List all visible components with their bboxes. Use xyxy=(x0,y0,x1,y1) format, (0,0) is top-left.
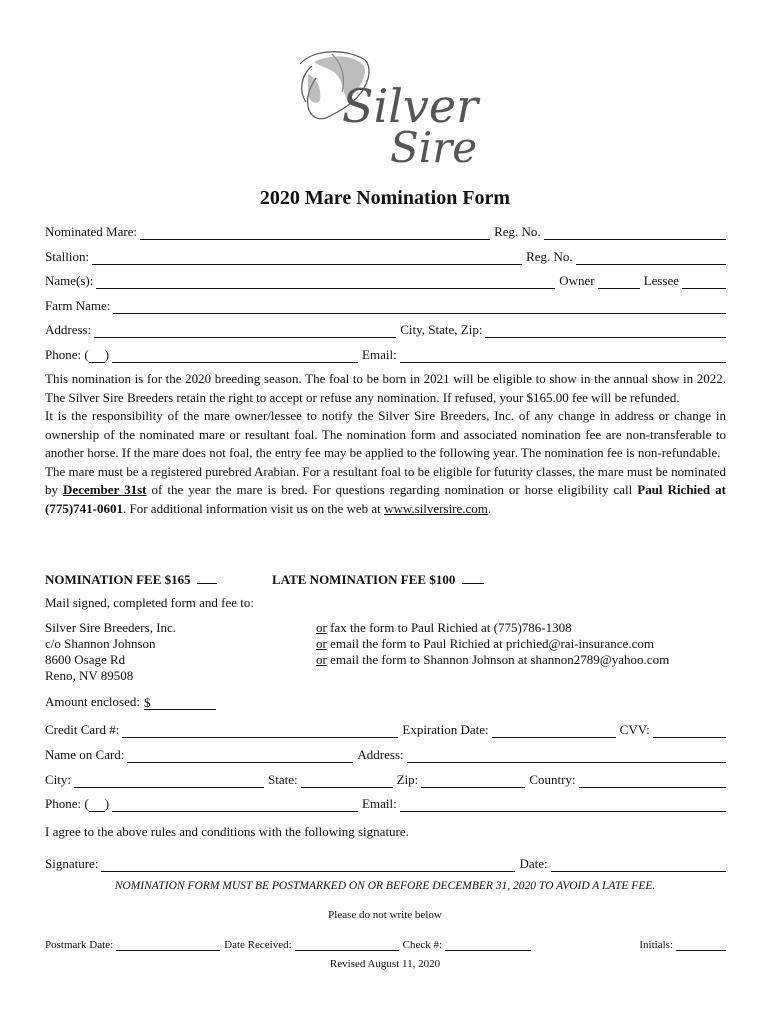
terms-paragraph-3 xyxy=(45,463,726,519)
website-link[interactable]: www.silversire.com xyxy=(384,500,488,516)
office-use-note: Please do not write below xyxy=(328,909,442,921)
card-area-code-field[interactable] xyxy=(89,797,105,812)
card-phone-close: ) xyxy=(104,796,110,811)
alternative-email-1 xyxy=(316,636,669,652)
or-label: or xyxy=(316,652,327,667)
alternative-text: email the form to Shannon Johnson at shannon2789@yahoo.com xyxy=(330,652,670,667)
farm-name-label: Farm Name: xyxy=(45,298,111,313)
nomination-fee-checkbox[interactable] xyxy=(197,569,217,584)
cvv-label: CVV: xyxy=(619,722,650,737)
phone-close-paren: ) xyxy=(104,347,110,362)
late-fee-checkbox[interactable] xyxy=(462,569,484,584)
terms-paragraph-1: This nomination is for the 2020 breeding season. The foal to be born in 2021 will be eligible to show in the annual show in 2022. The Silver Sire Breeders retain the right to accept or refuse any nomination. If refused, your $165.00 fee will be refunded. xyxy=(45,371,726,405)
nomination-fee xyxy=(45,569,221,588)
email-field[interactable] xyxy=(400,348,726,363)
state-field[interactable] xyxy=(301,773,393,788)
address-label: Address: xyxy=(45,322,92,337)
mare-reg-no-label: Reg. No. xyxy=(494,224,541,239)
revision-date: Revised August 11, 2020 xyxy=(329,958,441,970)
card-name-field[interactable] xyxy=(127,748,353,763)
lessee-field[interactable] xyxy=(682,274,726,289)
zip-field[interactable] xyxy=(421,773,525,788)
card-phone-field[interactable] xyxy=(112,797,358,812)
p3-text-b: of the year the mare is bred. For questions regarding nomination or horse eligibility call xyxy=(146,482,638,497)
nominated-mare-row xyxy=(45,222,726,240)
mare-reg-no-field[interactable] xyxy=(544,225,726,240)
stallion-row xyxy=(45,247,726,265)
card-phone-row xyxy=(45,794,726,812)
names-row xyxy=(45,271,726,289)
postmark-date-field[interactable] xyxy=(116,936,220,951)
terms-paragraph-2: It is the responsibility of the mare owner/lessee to notify the Silver Sire Breeders, Inc. of any change in address or change in ownership of the nominated mare or resultant foal. The nomination form and associated nomination fee are non-transferable to another horse. If the mare does not foal, the entry fee may be applied to the following year. The nomination fee is non-refundable. xyxy=(45,408,726,460)
contact-text: Paul Richied at (775)741-0601 xyxy=(45,482,727,516)
nominated-mare-field[interactable] xyxy=(140,225,490,240)
stallion-reg-no-label: Reg. No. xyxy=(526,249,573,264)
address-field[interactable] xyxy=(94,323,396,338)
card-address-field[interactable] xyxy=(407,748,726,763)
email-label: Email: xyxy=(362,347,397,362)
zip-label: Zip: xyxy=(396,772,419,787)
p3-text-a: The mare must be a registered purebred Arabian. For a resultant foal to be eligible for futurity classes, the mare must be nominated by xyxy=(45,463,726,497)
country-field[interactable] xyxy=(579,773,726,788)
p3-text-d: . xyxy=(487,500,492,516)
address-line: c/o Shannon Johnson xyxy=(45,636,156,651)
alternative-fax xyxy=(316,620,669,636)
names-field[interactable] xyxy=(96,274,555,289)
dollar-sign: $ xyxy=(143,695,151,710)
owner-field[interactable] xyxy=(598,274,640,289)
alternative-text: email the form to Paul Richied at prichied@rai-insurance.com xyxy=(330,636,654,651)
stallion-reg-no-field[interactable] xyxy=(576,250,726,265)
owner-label: Owner xyxy=(559,273,595,288)
p3-text-c: . For additional information visit us on the web at xyxy=(123,500,385,516)
card-city-row xyxy=(45,770,726,788)
city-field[interactable] xyxy=(74,773,264,788)
credit-card-row xyxy=(45,720,726,738)
area-code-field[interactable] xyxy=(89,348,105,363)
office-use-row xyxy=(45,933,726,951)
postmark-date-label: Postmark Date: xyxy=(45,939,114,951)
phone-field[interactable] xyxy=(112,348,358,363)
logo-word-sire: Sire xyxy=(390,123,478,172)
date-received-label: Date Received: xyxy=(224,939,292,951)
signature-field[interactable] xyxy=(101,857,515,872)
country-label: Country: xyxy=(529,772,576,787)
lessee-label: Lessee xyxy=(643,273,679,288)
check-label: Check #: xyxy=(402,939,443,951)
expiration-field[interactable] xyxy=(492,723,616,738)
card-name-row xyxy=(45,745,726,763)
date-received-field[interactable] xyxy=(295,936,399,951)
address-line: Reno, NV 89508 xyxy=(45,668,134,683)
mailing-address xyxy=(45,620,176,684)
silver-sire-logo xyxy=(272,44,498,174)
form-title: 2020 Mare Nomination Form xyxy=(259,187,511,209)
card-email-field[interactable] xyxy=(400,797,726,812)
names-label: Name(s): xyxy=(45,273,94,288)
deadline-text: December 31st xyxy=(63,482,147,497)
date-field[interactable] xyxy=(551,857,726,872)
farm-name-field[interactable] xyxy=(113,299,726,314)
card-address-label: Address: xyxy=(357,747,404,762)
address-line: 8600 Osage Rd xyxy=(45,652,126,667)
terms-paragraphs xyxy=(45,370,726,518)
farm-name-row xyxy=(45,296,726,314)
nominated-mare-label: Nominated Mare: xyxy=(45,224,138,239)
date-label: Date: xyxy=(519,856,548,871)
nomination-fee-label: NOMINATION FEE $165 xyxy=(45,572,191,587)
initials-label: Initials: xyxy=(639,939,673,951)
agreement-text: I agree to the above rules and conditions with the following signature. xyxy=(45,824,409,839)
state-label: State: xyxy=(268,772,298,787)
phone-label: Phone: ( xyxy=(45,347,89,362)
alternative-email-2 xyxy=(316,652,669,668)
phone-email-row xyxy=(45,345,726,363)
amount-row xyxy=(45,692,220,710)
stallion-label: Stallion: xyxy=(45,249,90,264)
credit-card-field[interactable] xyxy=(122,723,398,738)
mail-intro: Mail signed, completed form and fee to: xyxy=(45,595,255,610)
card-email-label: Email: xyxy=(362,796,397,811)
alternative-submissions xyxy=(316,620,669,668)
signature-label: Signature: xyxy=(45,856,99,871)
late-fee-label: LATE NOMINATION FEE $100 xyxy=(272,572,456,587)
amount-field[interactable] xyxy=(144,695,216,710)
expiration-label: Expiration Date: xyxy=(402,722,489,737)
amount-label: Amount enclosed: xyxy=(45,694,140,709)
or-label: or xyxy=(316,636,327,651)
initials-field[interactable] xyxy=(676,936,726,951)
late-nomination-fee xyxy=(272,569,488,588)
city-label: City: xyxy=(45,772,72,787)
address-line: Silver Sire Breeders, Inc. xyxy=(45,620,177,635)
cvv-field[interactable] xyxy=(653,723,726,738)
check-field[interactable] xyxy=(445,936,531,951)
signature-row xyxy=(45,854,726,872)
credit-card-label: Credit Card #: xyxy=(45,722,120,737)
card-phone-label: Phone: ( xyxy=(45,796,89,811)
card-name-label: Name on Card: xyxy=(45,747,125,762)
city-state-zip-field[interactable] xyxy=(485,323,726,338)
alternative-text: fax the form to Paul Richied at (775)786-1308 xyxy=(330,620,572,635)
address-row xyxy=(45,320,726,338)
or-label: or xyxy=(316,620,327,635)
stallion-field[interactable] xyxy=(92,250,522,265)
city-state-zip-label: City, State, Zip: xyxy=(400,322,483,337)
postmark-notice: NOMINATION FORM MUST BE POSTMARKED ON OR BEFORE DECEMBER 31, 2020 TO AVOID A LATE FEE. xyxy=(114,880,656,892)
logo-word-silver: Silver xyxy=(342,79,479,133)
